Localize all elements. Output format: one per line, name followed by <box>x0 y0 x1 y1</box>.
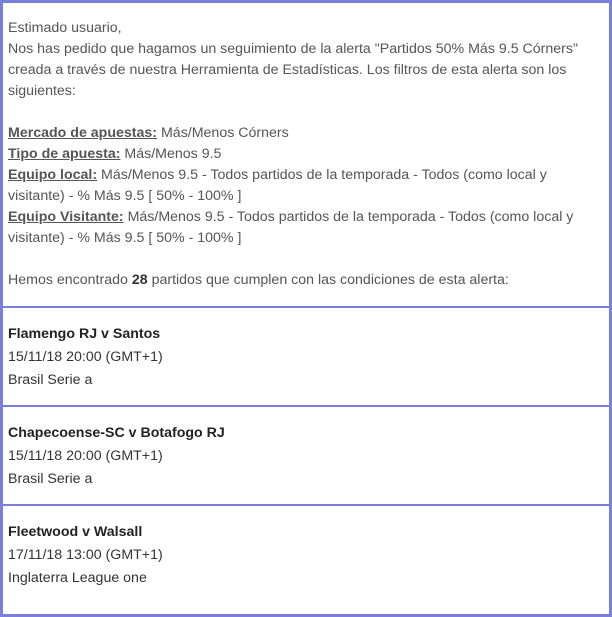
greeting: Estimado usuario, <box>8 20 122 36</box>
summary-text <box>8 270 604 291</box>
match-item <box>8 308 604 405</box>
filter-label: Equipo Visitante: <box>8 209 124 225</box>
filter-value: Más/Menos 9.5 - Todos partidos de la temporada - Todos (como local y visitante) - % Más 9.5 [ 50% - 100% ] <box>8 167 547 204</box>
filter-away-team <box>8 207 604 249</box>
filter-value: Más/Menos 9.5 <box>124 146 222 162</box>
match-league: Brasil Serie a <box>8 471 93 487</box>
filter-market <box>8 123 604 144</box>
match-datetime: 17/11/18 13:00 (GMT+1) <box>8 547 163 563</box>
match-league: Inglaterra League one <box>8 570 147 586</box>
summary-suffix: partidos que cumplen con las condiciones de esta alerta: <box>151 272 509 288</box>
intro-text: Nos has pedido que hagamos un seguimiento de la alerta "Partidos 50% Más 9.5 Córners" creada a través de nuestra Herramienta de Estadísticas. Los filtros de esta alerta son los siguientes: <box>8 41 579 99</box>
filter-label: Mercado de apuestas: <box>8 125 158 141</box>
summary-prefix: Hemos encontrado <box>8 272 128 288</box>
filter-value: Más/Menos 9.5 - Todos partidos de la temporada - Todos (como local y visitante) - % Más 9.5 [ 50% - 100% ] <box>8 209 574 246</box>
match-datetime: 15/11/18 20:00 (GMT+1) <box>8 349 163 365</box>
filter-list <box>8 123 604 249</box>
filter-label: Tipo de apuesta: <box>8 146 121 162</box>
match-league: Brasil Serie a <box>8 372 93 388</box>
match-item <box>8 506 604 603</box>
match-item <box>8 407 604 504</box>
filter-value: Más/Menos Córners <box>160 125 289 141</box>
match-count: 28 <box>131 272 148 288</box>
match-teams: Chapecoense-SC v Botafogo RJ <box>8 425 225 441</box>
filter-bet-type <box>8 144 604 165</box>
match-teams: Fleetwood v Walsall <box>8 524 143 540</box>
email-body <box>3 3 609 603</box>
match-teams: Flamengo RJ v Santos <box>8 326 161 342</box>
match-datetime: 15/11/18 20:00 (GMT+1) <box>8 448 163 464</box>
filter-home-team <box>8 165 604 207</box>
filter-label: Equipo local: <box>8 167 98 183</box>
